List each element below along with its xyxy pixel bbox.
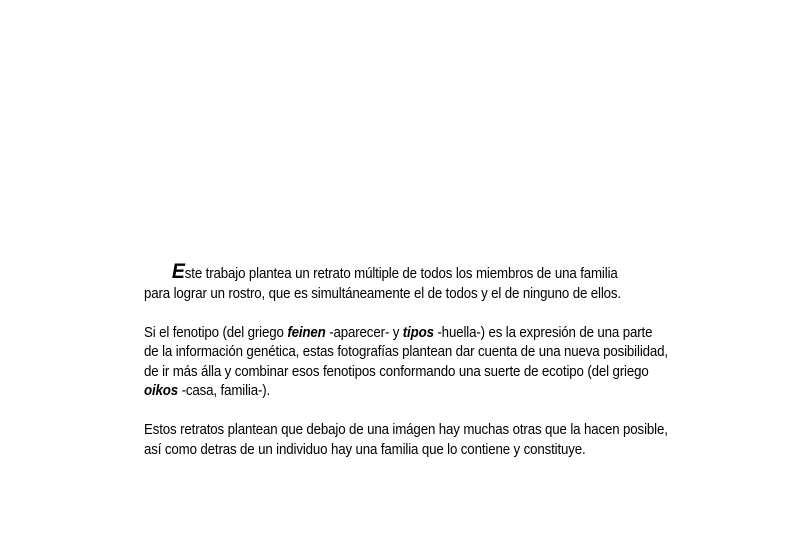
paragraph-1 [144, 262, 702, 304]
text-run: -huella-) es la expresión de una parte [433, 324, 653, 341]
paragraph-2-line-4 [144, 382, 702, 402]
text-run: Si el fenotipo (del griego [144, 324, 288, 341]
paragraph-3-line-2: así como detras de un individuo hay una familia que lo contiene y constituye. [144, 441, 586, 458]
paragraph-3 [144, 421, 702, 460]
text-run: -aparecer- y [325, 324, 403, 341]
term-feinen: feinen [287, 324, 326, 341]
paragraph-1-line-1 [144, 262, 702, 285]
paragraph-2 [144, 324, 702, 402]
paragraph-gap [144, 304, 702, 324]
paragraph-3-line-1: Estos retratos plantean que debajo de una imágen hay muchas otras que la hacen posible, [144, 422, 668, 438]
paragraph-2-line-1 [144, 324, 702, 344]
paragraph-2-line-2: de la información genética, estas fotografías plantean dar cuenta de una nueva posibilidad, [144, 344, 668, 360]
term-oikos: oikos [144, 383, 179, 399]
paragraph-1-line-2: para lograr un rostro, que es simultáneamente el de todos y el de ninguno de ellos. [144, 285, 622, 302]
paragraph-2-line-3: de ir más álla y combinar esos fenotipos conformando una suerte de ecotipo (del griego [144, 363, 649, 380]
text-run: -casa, familia-). [178, 383, 271, 399]
paragraph-gap [144, 402, 702, 422]
body-text [144, 262, 702, 460]
drop-cap-letter: E [171, 260, 185, 283]
paragraph-1-line-1-text: ste trabajo plantea un retrato múltiple de todos los miembros de una familia [184, 266, 618, 282]
term-tipos: tipos [402, 324, 434, 341]
